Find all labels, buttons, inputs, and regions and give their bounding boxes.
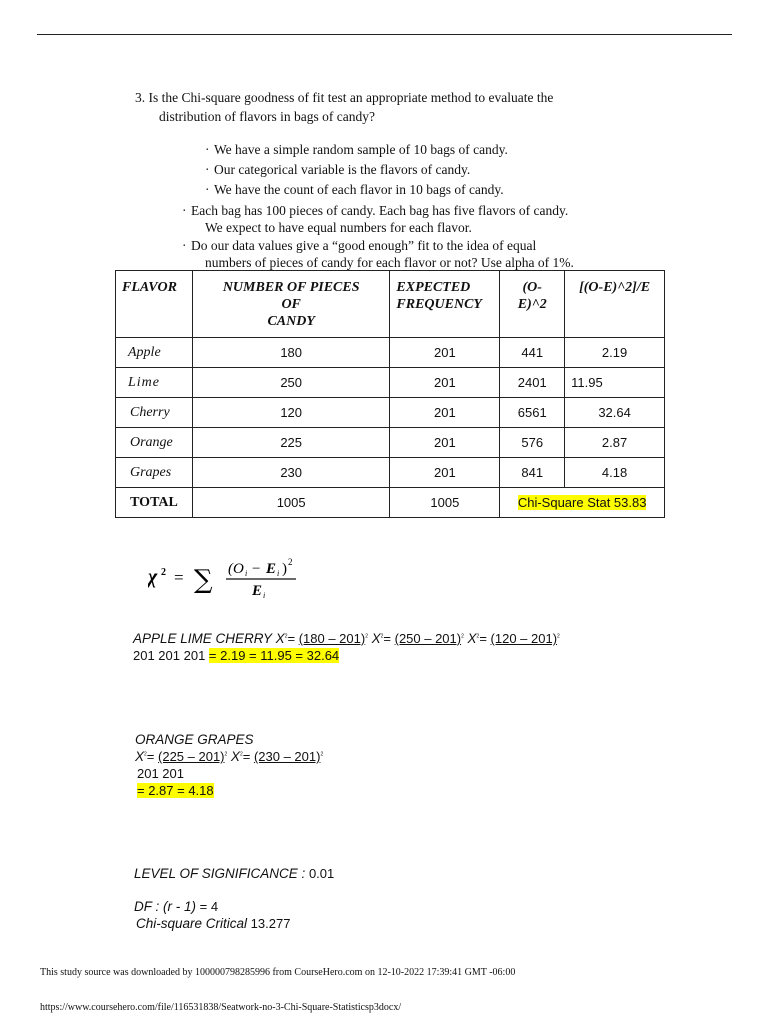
- footer-url-link[interactable]: https://www.coursehero.com/file/116531838/Seatwork-no-3-Chi-Square-Statisticsp3docx/: [40, 1002, 402, 1013]
- chi-square-stat-cell: [500, 488, 665, 518]
- table-row: Orange 225 201 576 2.87: [116, 428, 665, 458]
- svg-text:): ): [282, 561, 287, 577]
- bullet-item: · We have a simple random sample of 10 bags of candy.: [205, 142, 508, 157]
- calc-line-6: = 2.87 = 4.18: [137, 783, 214, 798]
- chi-square-critical: Chi-square Critical 13.277: [136, 916, 291, 931]
- table-row: Grapes 230 201 841 4.18: [116, 458, 665, 488]
- table-row: Lime 250 201 2401 11.95: [116, 368, 665, 398]
- svg-text:i: i: [245, 569, 248, 578]
- header-o-minus-e-squared: (O- E)^2: [500, 271, 565, 338]
- calc-line-3: ORANGE GRAPES: [135, 732, 254, 747]
- header-flavor: FLAVOR: [116, 271, 193, 338]
- chi-square-formula: [148, 555, 320, 599]
- note-1-cont: We expect to have equal numbers for each flavor.: [205, 220, 472, 235]
- calc-line-5: 201 201: [137, 766, 184, 781]
- svg-text:E: E: [266, 561, 277, 577]
- header-ratio: [(O-E)^2]/E: [565, 271, 665, 338]
- level-of-significance: LEVEL OF SIGNIFICANCE : 0.01: [134, 866, 335, 881]
- svg-text:i: i: [277, 569, 280, 578]
- question: [135, 88, 553, 126]
- bullet-item: · Our categorical variable is the flavors of candy.: [205, 162, 471, 177]
- bullet-item: · We have the count of each flavor in 10 bags of candy.: [205, 182, 504, 197]
- calc-line-1: APPLE LIME CHERRY $X^2= (180 - 201)^2$ $X^2= (250 - 201)^2$ $X^2= (120 - 201)^2$: [133, 631, 560, 646]
- svg-text:i: i: [263, 591, 266, 599]
- table-header-row: [116, 271, 665, 338]
- svg-text:2: 2: [288, 557, 293, 567]
- chi-square-table: [115, 270, 665, 518]
- calc-result-highlight: = 2.19 = 11.95 = 32.64: [208, 648, 340, 663]
- question-line-1: 3. Is the Chi-square goodness of fit test an appropriate method to evaluate the: [135, 90, 554, 105]
- note-1: · Each bag has 100 pieces of candy. Each bag has five flavors of candy.: [182, 203, 569, 218]
- header-expected-frequency: EXPECTED FREQUENCY: [390, 271, 500, 338]
- svg-text:−: −: [252, 561, 261, 577]
- calc-line-2: 201 201 201 = 2.19 = 11.95 = 32.64: [133, 648, 340, 663]
- table-row: Cherry 120 201 6561 32.64: [116, 398, 665, 428]
- question-line-2: distribution of flavors in bags of candy?: [159, 109, 375, 124]
- header-number-of-pieces: NUMBER OF PIECES OF CANDY: [192, 271, 389, 338]
- svg-text:∑: ∑: [194, 565, 213, 595]
- top-rule: [37, 34, 732, 35]
- footer-source: This study source was downloaded by 100000798285996 from CourseHero.com on 12-10-2022 17:39:41 GMT -06:00: [40, 967, 516, 978]
- svg-text:χ: χ: [148, 566, 158, 588]
- svg-text:E: E: [252, 583, 263, 599]
- svg-text:=: =: [174, 568, 184, 587]
- calc-line-4: $X^2= (225 - 201)^2$ $X^2= (230 - 201)^2$: [135, 749, 324, 764]
- svg-text:2: 2: [161, 567, 166, 578]
- svg-text:(O: (O: [228, 561, 244, 577]
- table-total-row: TOTAL 1005 1005 Chi-Square Stat 53.83: [116, 488, 665, 518]
- degrees-of-freedom: DF : (r - 1) = 4: [134, 899, 219, 914]
- note-2-cont: numbers of pieces of candy for each flavor or not? Use alpha of 1%.: [205, 255, 574, 270]
- chi-square-stat: Chi-Square Stat 53.83: [517, 495, 647, 510]
- note-2: · Do our data values give a “good enough” fit to the idea of equal: [182, 238, 537, 253]
- table-row: Apple 180 201 441 2.19: [116, 338, 665, 368]
